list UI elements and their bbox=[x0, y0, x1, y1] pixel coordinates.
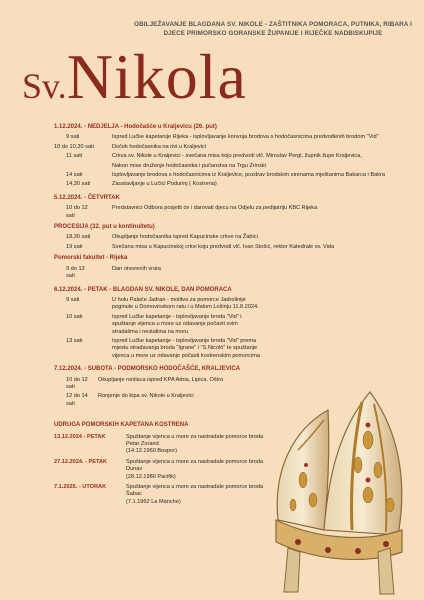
program-content bbox=[54, 124, 404, 509]
row-time: 9 do 13 sati bbox=[66, 265, 85, 280]
udruga-row bbox=[54, 434, 404, 456]
program-row bbox=[54, 144, 404, 151]
program-row bbox=[54, 134, 404, 141]
section-heading-3: PROCESIJA (32. put u kontinuitetu) bbox=[54, 224, 155, 231]
row-time bbox=[54, 163, 94, 170]
udruga-heading: UDRUGA POMORSKIH KAPETANA KOSTRENA bbox=[54, 422, 189, 429]
row-time: 9 sati bbox=[66, 134, 80, 141]
row-desc: Dan otvorenih vrata bbox=[112, 265, 161, 272]
row-desc: Zaustavljanje u Lučici Podurinj ( Kostrena) bbox=[112, 181, 217, 188]
row-desc: Ispred Lučke kapetanije - isplovljavanje broda "Vid" i spuštanje vijenca u more uz odavanje počasti svim stradalima i nestalima na moru bbox=[112, 313, 242, 335]
row-desc: Okupljanje hodočasnika ispred Kapucinske crkve na Žabici bbox=[112, 234, 258, 241]
row-desc: U holu Palače Jadran - molitva za pomorce Jadrolinije poginule u Domovinskom ratu i u Malom Lošinju 11.8.2024. bbox=[112, 296, 259, 311]
program-row bbox=[54, 266, 404, 281]
row-desc: Doček hodočasnika na rivi u Kraljevici bbox=[112, 143, 206, 150]
udruga-row bbox=[54, 459, 404, 481]
udruga-desc bbox=[126, 459, 266, 481]
row-time: 9 sati bbox=[66, 296, 80, 303]
row-desc: Predstavnici Odbora posjetit će i darovati djecu na Odjelu za pedijatriju KBC Rijeka bbox=[112, 205, 318, 212]
program-row bbox=[54, 153, 404, 160]
udruga-line2: (14.12.1960 Bospor) bbox=[126, 448, 177, 455]
row-desc: Isplovljavanje brodova s hodočasnicima iz Kraljevice, pozdrav brodskim sirenama mještanima Bakarca i Bakra bbox=[112, 172, 385, 179]
row-time: 12 do 14 sati bbox=[66, 393, 88, 407]
header-line-1: OBILJEŽAVANJE BLAGDANA SV. NIKOLE - ZAŠTITNIKA POMORACA, PUTNIKA, RIBARA I bbox=[134, 21, 412, 28]
udruga-desc bbox=[126, 484, 266, 506]
row-time: 19 sati bbox=[66, 243, 83, 250]
udruga-date: 13.12.2024 - PETAK bbox=[54, 433, 106, 440]
program-row bbox=[54, 297, 404, 312]
title-nikola: Nikola bbox=[66, 41, 247, 112]
section-heading-1: 1.12.2024. - NEDJELJA - Hodočašće u Kraljevicu (26. put) bbox=[54, 124, 217, 130]
row-time: 18,30 sati bbox=[66, 234, 91, 241]
udruga-line1: Spuštanje vijenca u more za nastradale pomorce broda Šabac bbox=[126, 484, 264, 498]
row-desc: Ronjenje do kipa sv. Nikole u Kraljevici bbox=[98, 393, 194, 400]
header-text bbox=[130, 20, 416, 38]
row-desc: Ispred Lučke kapetanije Rijeka - isplovljavanje konvoja brodova s hodočasnicima predvođenih brodom "Vid" bbox=[112, 134, 379, 141]
row-time: 10 do 12 sati bbox=[66, 205, 88, 219]
udruga-line1: Spuštanje vijenca u more za nastradale pomorce broda Dunav bbox=[126, 458, 264, 473]
program-row bbox=[54, 377, 404, 392]
program-row bbox=[54, 338, 404, 360]
row-time: 13 sati bbox=[66, 337, 83, 344]
row-time: 11 sati bbox=[66, 153, 83, 160]
program-row bbox=[54, 234, 404, 241]
row-desc: Crkva sv. Nikole u Kraljevici - svečana misa koju predvodi vlč. Miroslav Pergl, župnik župe Kraljevica, bbox=[112, 153, 362, 160]
row-time: 10 do 10,30 sati bbox=[54, 143, 94, 150]
program-row bbox=[54, 181, 404, 188]
row-time: 10 sati bbox=[66, 313, 83, 320]
row-time: 14 sati bbox=[66, 172, 83, 179]
udruga-date: 27.12.2024. - PETAK bbox=[54, 458, 108, 465]
title-sv: Sv. bbox=[22, 66, 67, 106]
udruga-line2: (28.12.1980 Pacifik) bbox=[126, 473, 176, 480]
section-heading-2: 5.12.2024. - ČETVRTAK bbox=[54, 194, 120, 201]
program-row bbox=[54, 172, 404, 179]
row-desc: Nakon mise druženje hodočasnika i pučanstva na Trgu Zrinski bbox=[112, 162, 266, 169]
section-heading-6: 7.12.2024. - SUBOTA - PODMORSKO HODOČAŠĆE, KRALJEVICA bbox=[54, 366, 241, 373]
udruga-line2: (7.1.1962 La Manche) bbox=[126, 498, 181, 505]
page-title bbox=[22, 40, 247, 114]
udruga-line1: Spuštanje vijenca u more za nastradale pomorce broda Petar Zoranić bbox=[126, 433, 264, 447]
udruga-date: 7.1.2025. - UTORAK bbox=[54, 484, 107, 491]
row-time: 14,30 sati bbox=[66, 181, 91, 188]
row-desc: Ispred Lučke kapetanije - isplovljavanje broda "Vid" prema mjestu stradavanja broda "Igrane" i "S.Nicolò" te spuštanje vijenca u more uz odavanje počasti kostrenskim pomorcima bbox=[112, 337, 260, 359]
program-row bbox=[54, 163, 404, 170]
udruga-row bbox=[54, 484, 404, 506]
row-time: 10 do 12 sati bbox=[66, 376, 88, 390]
section-heading-4: Pomorski fakultet - Rijeka bbox=[54, 255, 128, 262]
row-desc: Okupljanje ronilaca ispred KPA Adria, Lipica, Oštro bbox=[98, 376, 224, 383]
program-row bbox=[54, 314, 404, 336]
program-row bbox=[54, 244, 404, 251]
header-line-2: DJECE PRIMORSKO GORANSKE ŽUPANIJE I RIJEČKE NADBISKUPIJE bbox=[163, 30, 383, 37]
row-desc: Svečana misa u Kapucinskoj crkvi koju predvodi vlč. Ivan Stošić, rektor Katedrale sv. Vida bbox=[112, 243, 335, 250]
program-row bbox=[54, 205, 404, 220]
section-heading-5: 6.12.2024. - PETAK - BLAGDAN SV. NIKOLE, DAN POMORACA bbox=[54, 286, 232, 293]
udruga-desc bbox=[126, 434, 266, 456]
program-row bbox=[54, 393, 404, 408]
